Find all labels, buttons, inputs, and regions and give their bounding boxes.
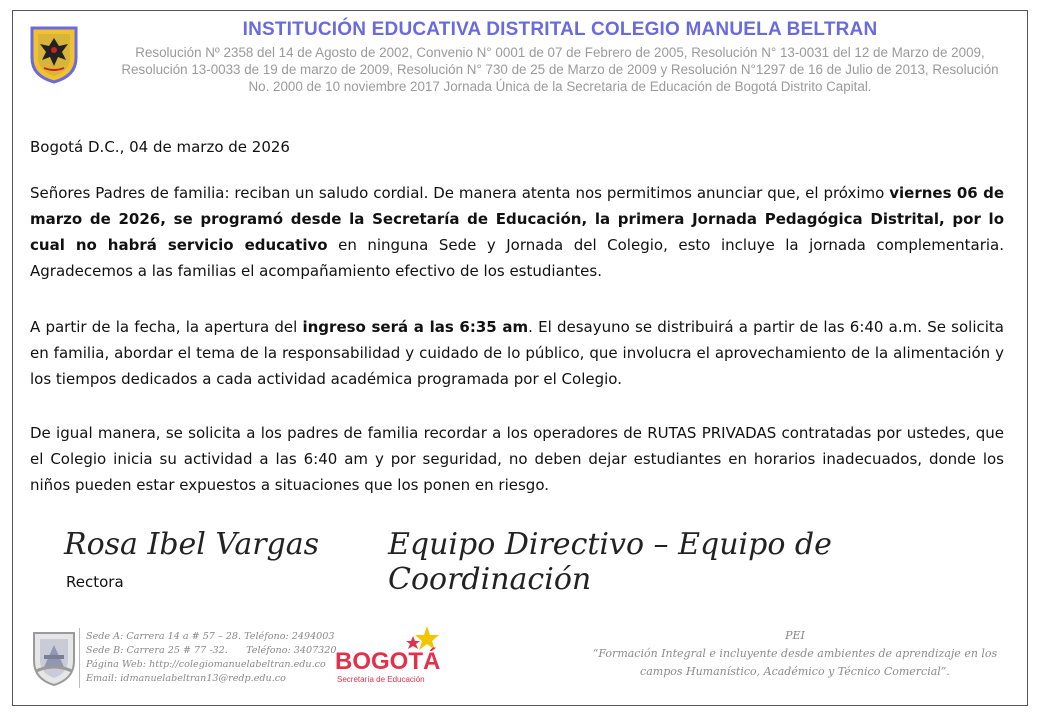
bogota-wordmark: BOGOTÁ	[335, 648, 441, 675]
paragraph-jornada-pedagogica	[30, 180, 1004, 284]
rector-role: Rectora	[66, 573, 124, 591]
bogota-coat-of-arms-icon	[28, 24, 80, 84]
footer-contact	[86, 630, 336, 686]
footer-divider	[79, 628, 80, 688]
contact-website: Página Web: http://colegiomanuelabeltran.edu.co	[86, 659, 326, 670]
team-signature: Equipo Directivo – Equipo de Coordinación	[388, 527, 832, 597]
institution-title: INSTITUCIÓN EDUCATIVA DISTRITAL COLEGIO MANUELA BELTRAN	[242, 19, 878, 40]
p2-bold-text: ingreso será a las 6:35 am	[302, 318, 529, 336]
resolutions-text: Resolución Nº 2358 del 14 de Agosto de 2002, Convenio N° 0001 de 07 de Febrero de 2005, Resolución N° 13-0031 del 12 de Marzo de 2009, Resolución 13-0033 de 19 de marzo de 2009, Resolución N° 730 de 25 de Marzo de 2009 y Resolución N°1297 de 16 de Julio de 2013, Resolución No. 2000 de 10 noviembre 2017 Jornada Única de la Secretaria de Educación de Bogotá Distrito Capital.	[121, 45, 999, 94]
paragraph-rutas-privadas: De igual manera, se solicita a los padres de familia recordar a los operadores de RUTAS PRIVADAS contratadas por ustedes, que el Colegio inicia su actividad a las 6:40 am y por seguridad, no deben dejar estudiantes en horarios inadecuados, donde los niños pueden estar expuestos a situaciones que los ponen en riesgo.	[30, 424, 1004, 494]
p1-text-b: en ninguna Sede y Jornada del Colegio, esto incluye la jornada complementaria. Agradecemos a las familias el acompañamiento efectivo de los estudiantes.	[30, 236, 1004, 280]
contact-sede-b: Sede B: Carrera 25 # 77 -32. Teléfono: 3407320	[86, 645, 337, 656]
pei-block	[580, 627, 1010, 681]
p2-text-b: . El desayuno se distribuirá a partir de las 6:40 a.m. Se solicita en familia, abordar el tema de la responsabilidad y cuidado de lo público, que involucra el aprovechamiento de la alimentación y los tiempos dedicados a cada actividad académica programada por el Colegio.	[30, 318, 1004, 388]
contact-email: Email: idmanuelabeltran13@redp.edu.co	[86, 673, 286, 684]
pei-label: PEI	[785, 629, 805, 642]
p1-bold-text: viernes 06 de marzo de 2026, se programó desde la Secretaría de Educación, la primera Jornada Pedagógica Distrital, por lo cual no habrá servicio educativo	[30, 184, 1004, 254]
rector-signature: Rosa Ibel Vargas	[64, 527, 320, 562]
paragraph-ingreso	[30, 314, 1004, 392]
contact-sede-a: Sede A: Carrera 14 a # 57 – 28. Teléfono: 2494003	[86, 631, 335, 642]
school-crest-icon	[30, 627, 78, 687]
letter-date: Bogotá D.C., 04 de marzo de 2026	[30, 138, 290, 156]
bogota-subtitle: Secretaría de Educación	[337, 675, 425, 684]
pei-text: “Formación Integral e incluyente desde ambientes de aprendizaje en los campos Humanístico, Académico y Técnico Comercial”.	[592, 647, 998, 678]
bogota-star-logo-icon	[333, 624, 445, 686]
p2-text-a: A partir de la fecha, la apertura del	[30, 318, 303, 336]
p1-text-a: Señores Padres de familia: reciban un saludo cordial. De manera atenta nos permitimos anunciar que, el próximo	[30, 184, 890, 202]
